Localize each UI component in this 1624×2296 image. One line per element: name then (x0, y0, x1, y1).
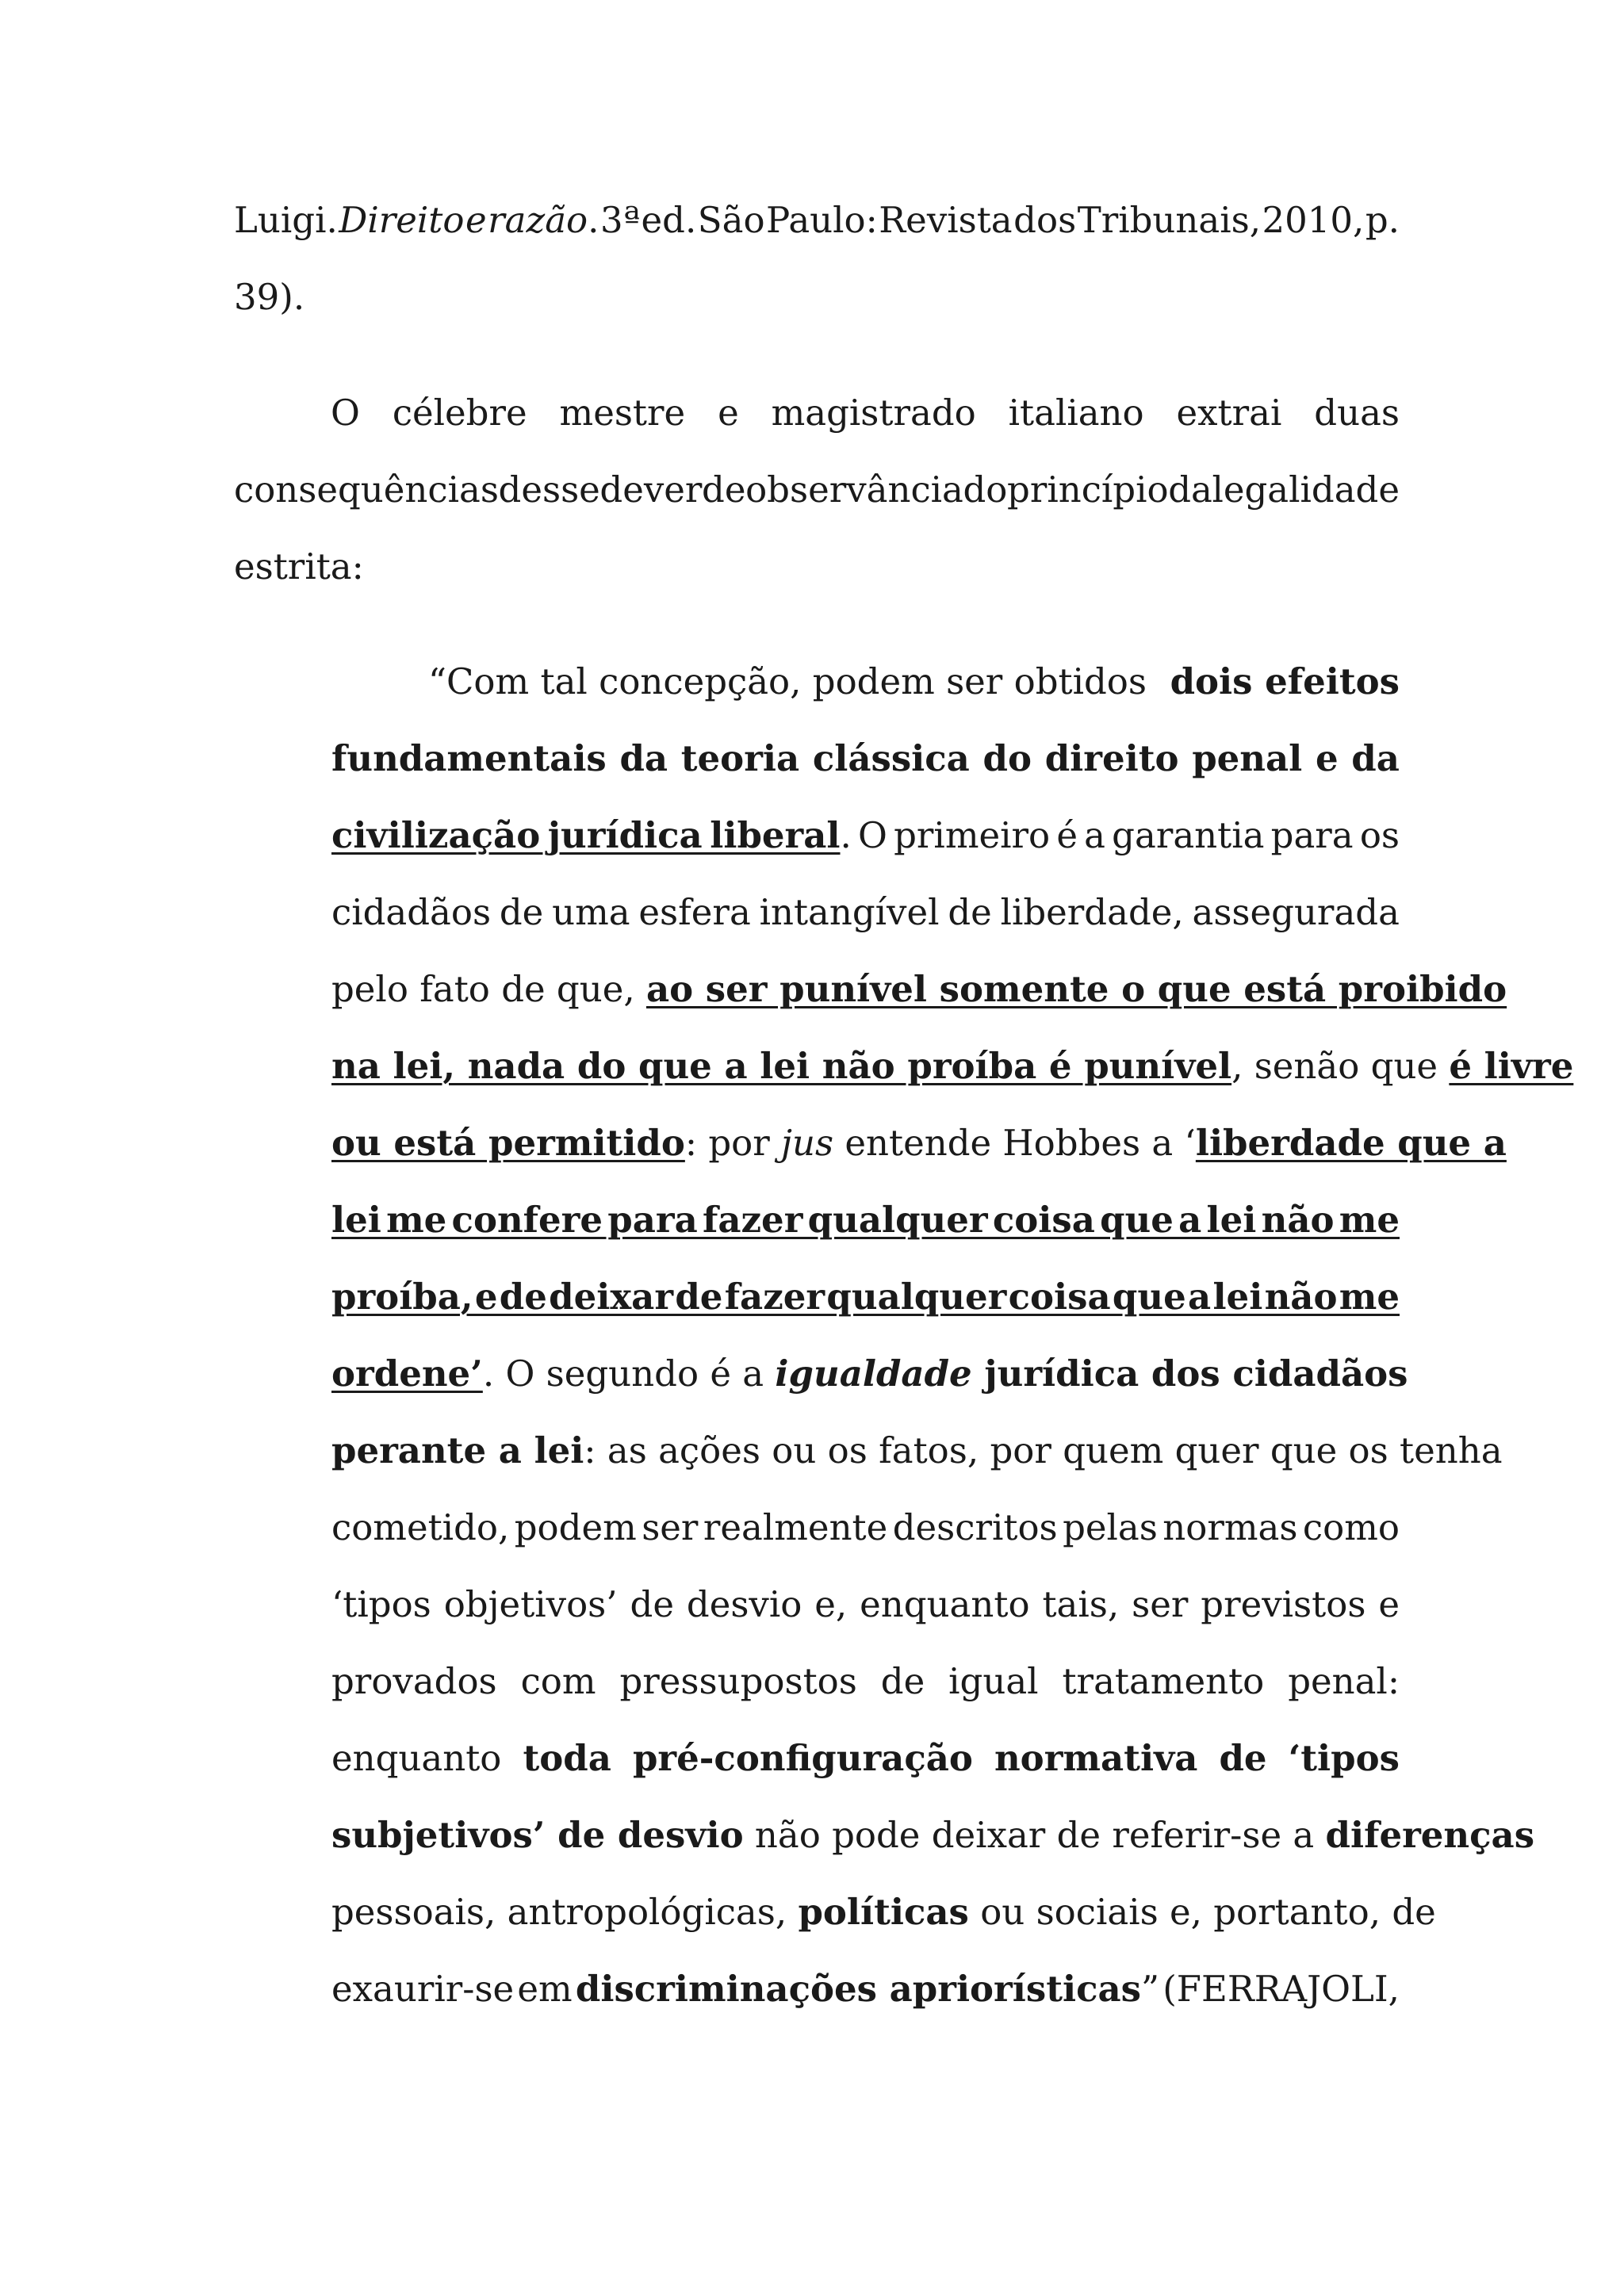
quote-line-14 (331, 1660, 1400, 1702)
intro-line-1-word: célebre (392, 392, 527, 434)
quote-line-17-text-a: pessoais, antropológicas, (331, 1891, 799, 1933)
quote-line-10 (331, 1353, 1408, 1395)
quote-line-10-bold: jurídica dos cidadãos (971, 1353, 1408, 1395)
quote-line-14-word: provados (331, 1660, 497, 1702)
quote-line-6 (331, 1045, 1574, 1087)
quote-line-2-word: da (1351, 737, 1400, 779)
intro-line-1-word: magistrado (771, 392, 976, 434)
quote-line-17-bold: políticas (798, 1891, 969, 1933)
quote-line-4-word: esfera (638, 891, 751, 933)
quote-line-15-bold-word: de (1219, 1737, 1267, 1779)
quote-line-18-text-c: (FERRAJOLI, (1162, 1968, 1400, 2010)
quote-line-14-word: de (880, 1660, 925, 1702)
citation-author: Luigi. (234, 199, 339, 241)
quote-line-14-word: pressupostos (619, 1660, 857, 1702)
quote-line-1-bold: dois efeitos (1170, 660, 1400, 702)
quote-line-2-word: da (619, 737, 668, 779)
quote-line-4 (331, 891, 1400, 933)
quote-line-6-underlined-a: na lei, nada do que a lei não proíba é punível (331, 1045, 1232, 1087)
quote-line-7-text-b: entende Hobbes a ‘ (833, 1122, 1196, 1164)
quote-line-11-bold: perante a lei (331, 1429, 584, 1471)
quote-line-4-word: uma (552, 891, 630, 933)
quote-line-15-bold-word: ‘tipos (1288, 1737, 1400, 1779)
quote-line-4-word: de (948, 891, 992, 933)
quote-line-14-word: com (520, 1660, 596, 1702)
intro-line-1-word: O (331, 392, 360, 434)
quote-line-12-text: cometido, podem ser realmente descritos pelas normas como (331, 1506, 1400, 1548)
quote-line-15 (331, 1737, 1400, 1779)
quote-line-18-close-quote: ” (1140, 1968, 1159, 2010)
quote-line-13-text: ‘tipos objetivos’ de desvio e, enquanto tais, ser previstos e (331, 1583, 1400, 1625)
quote-line-17-text-b: ou sociais e, portanto, de (968, 1891, 1436, 1933)
intro-line-1-word: duas (1314, 392, 1400, 434)
quote-line-15-bold-word: toda (523, 1737, 611, 1779)
quote-line-10-bold-italic: igualdade (775, 1353, 972, 1395)
quote-line-7-italic: jus (781, 1122, 834, 1164)
quote-line-14-word: tratamento (1062, 1660, 1265, 1702)
quote-line-18-text-a: exaurir-se (331, 1968, 515, 2010)
quote-line-7-text-a: : por (684, 1122, 782, 1164)
quote-line-8 (331, 1199, 1400, 1241)
quote-line-3-underlined: civilização jurídica liberal (331, 814, 841, 856)
quote-line-9 (331, 1276, 1400, 1318)
quote-line-7 (331, 1122, 1507, 1164)
quote-line-2 (331, 737, 1400, 779)
quote-line-13 (331, 1583, 1400, 1625)
quote-line-5-underlined: ao ser punível somente o que está proibido (645, 968, 1507, 1010)
quote-line-16 (331, 1814, 1535, 1856)
intro-line-1-word: italiano (1008, 392, 1144, 434)
intro-line-2-text: consequências desse dever de observância do princípio da legalidade (234, 469, 1400, 511)
quote-line-18-bold: discriminações apriorísticas (575, 1968, 1141, 2010)
quote-line-16-bold-a: subjetivos’ de desvio (331, 1814, 744, 1856)
quote-line-11-text: : as ações ou os fatos, por quem quer que os tenha (584, 1429, 1503, 1471)
quote-line-7-underlined-a: ou está permitido (331, 1122, 685, 1164)
quote-line-2-word: direito (1044, 737, 1179, 779)
intro-line-1-word: mestre (559, 392, 686, 434)
quote-line-11 (331, 1429, 1503, 1471)
quote-line-12 (331, 1506, 1400, 1548)
quote-line-2-word: fundamentais (331, 737, 607, 779)
quote-line-18 (331, 1968, 1400, 2010)
quote-line-17 (331, 1891, 1436, 1933)
citation-line-2: 39). (234, 276, 305, 318)
quote-line-3-text: . O primeiro é a garantia para os (840, 814, 1400, 856)
quote-line-14-word: penal: (1288, 1660, 1400, 1702)
quote-line-6-underlined-b: é livre (1449, 1045, 1574, 1087)
citation-publication: . 3ª ed. São Paulo: Revista dos Tribunais, 2010, p. (588, 199, 1400, 241)
quote-line-10-underlined: ordene’ (331, 1353, 483, 1395)
quote-line-8-text: lei me confere para fazer qualquer coisa que a lei não me (331, 1199, 1400, 1241)
quote-line-7-underlined-b: liberdade que a (1195, 1122, 1507, 1164)
quote-line-4-word: cidadãos (331, 891, 492, 933)
quote-line-16-bold-b: diferenças (1325, 1814, 1535, 1856)
intro-line-2 (234, 469, 1400, 511)
quote-line-4-word: assegurada (1192, 891, 1400, 933)
intro-line-1-word: e (718, 392, 739, 434)
citation-line-1 (234, 199, 1400, 241)
quote-line-1-text: “Com tal concepção, podem ser obtidos (428, 660, 1159, 702)
quote-line-15-text: enquanto (331, 1737, 502, 1779)
quote-line-5-text: pelo fato de que, (331, 968, 646, 1010)
intro-line-1 (331, 392, 1400, 434)
intro-line-1-word: extrai (1176, 392, 1282, 434)
quote-line-14-word: igual (948, 1660, 1039, 1702)
quote-line-2-word: teoria (680, 737, 800, 779)
quote-line-4-word: de (499, 891, 544, 933)
quote-line-2-word: penal (1192, 737, 1303, 779)
quote-line-2-word: e (1315, 737, 1339, 779)
quote-line-15-bold-word: normativa (994, 1737, 1198, 1779)
quote-line-5 (331, 968, 1507, 1010)
quote-line-2-word: clássica (812, 737, 970, 779)
quote-line-2-word: do (982, 737, 1032, 779)
quote-line-1 (428, 660, 1400, 702)
quote-line-15-bold-word: pré-configuração (632, 1737, 973, 1779)
quote-line-9-text: proíba, e de deixar de fazer qualquer coisa que a lei não me (331, 1276, 1400, 1318)
intro-line-3: estrita: (234, 545, 364, 587)
quote-line-4-word: liberdade, (1000, 891, 1184, 933)
quote-line-10-text: . O segundo é a (482, 1353, 776, 1395)
citation-title: Direito e razão (339, 199, 588, 241)
quote-line-18-text-b: em (517, 1968, 573, 2010)
quote-line-4-word: intangível (759, 891, 940, 933)
quote-line-3 (331, 814, 1400, 856)
quote-line-16-text: não pode deixar de referir-se a (743, 1814, 1326, 1856)
quote-line-6-text: , senão que (1231, 1045, 1450, 1087)
